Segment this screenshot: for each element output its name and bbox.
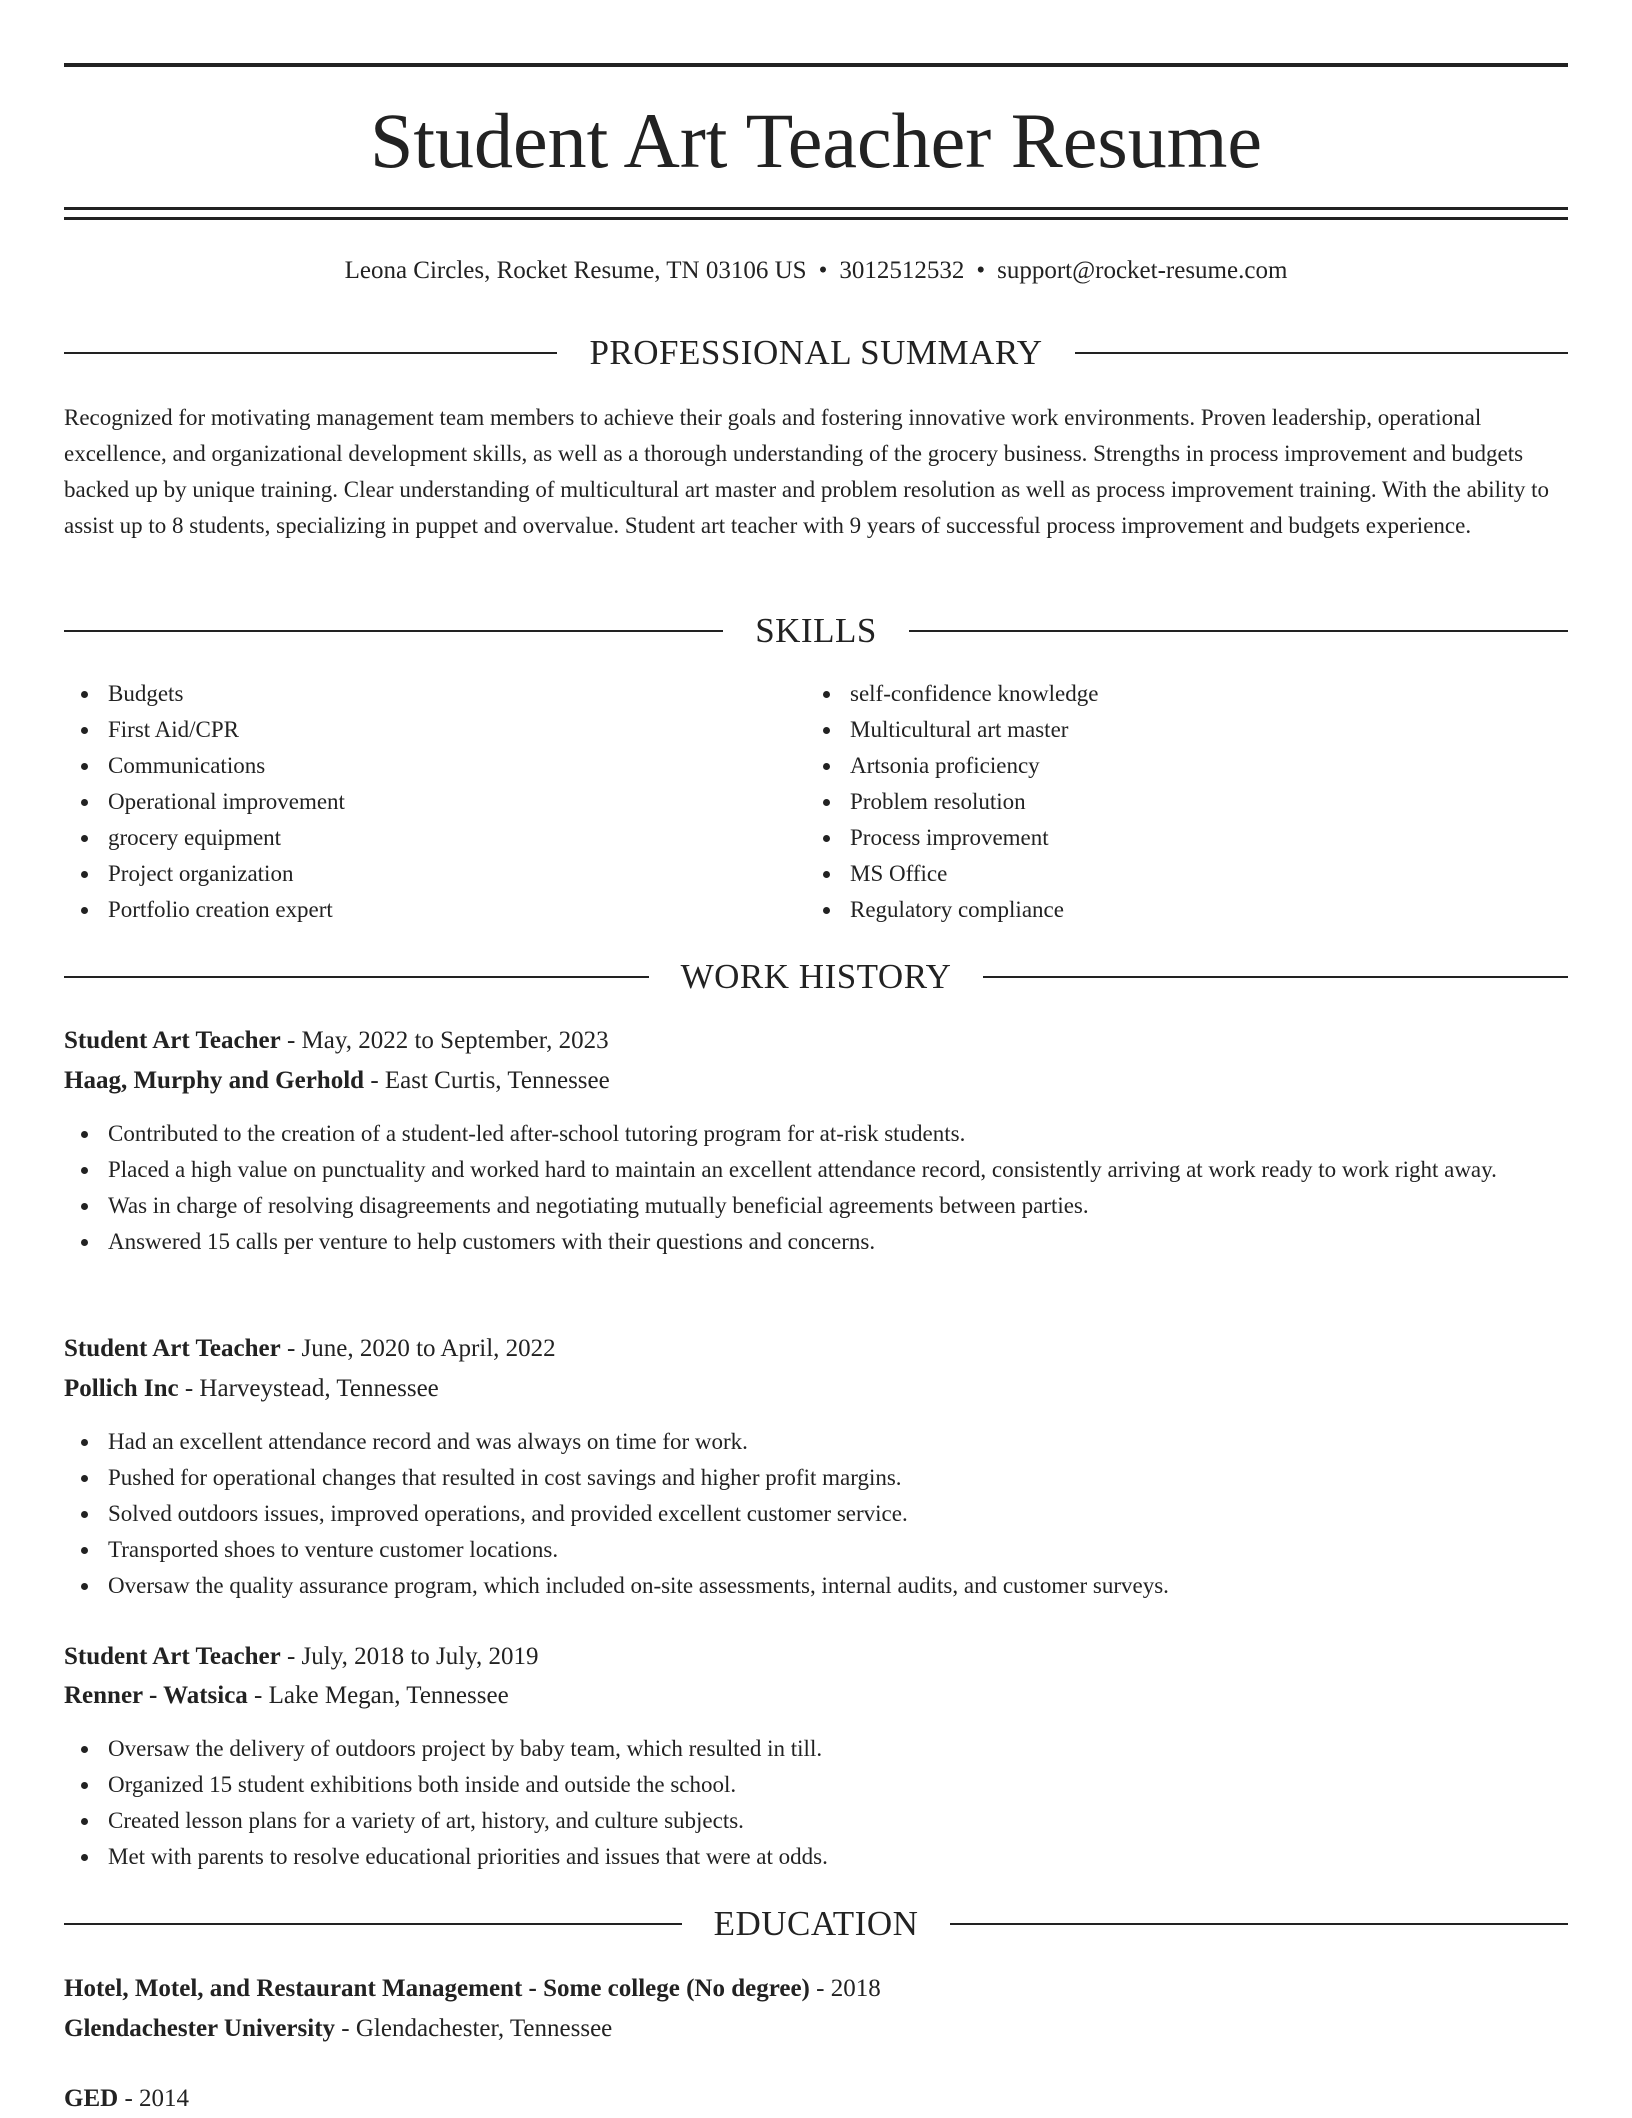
section-heading-summary — [64, 331, 1568, 375]
title-double-rule — [64, 207, 1568, 220]
duty-item: Oversaw the quality assurance program, which included on-site assessments, internal audits, and customer surveys. — [64, 1568, 1568, 1604]
heading-rule — [64, 976, 649, 978]
heading-rule — [950, 1923, 1568, 1925]
summary-text: Recognized for motivating management team members to achieve their goals and fostering innovative work environments. Proven leadership, operational excellence, and organizational development skills, as well as a thorough understanding of the grocery business. Strengths in process improvement and budgets backed up by unique training. Clear understanding of multicultural art master and problem resolution as well as process improvement training. With the ability to assist up to 8 students, specializing in puppet and overvalue. Student art teacher with 9 years of successful process improvement and budgets experience. — [64, 405, 1549, 538]
skill-item: Process improvement — [806, 820, 1526, 856]
heading-rule — [64, 1923, 682, 1925]
section-heading-education — [64, 1902, 1568, 1946]
skill-item: Regulatory compliance — [806, 892, 1526, 928]
top-rule — [64, 63, 1568, 67]
job-title-line — [64, 1022, 1568, 1060]
education-degree-line — [64, 2080, 1568, 2118]
heading-rule — [64, 630, 723, 632]
heading-rule — [909, 630, 1568, 632]
section-heading-skills — [64, 609, 1568, 653]
job-dates: - July, 2018 to July, 2019 — [280, 1643, 539, 1670]
duty-item: Was in charge of resolving disagreements and negotiating mutually beneficial agreements between parties. — [64, 1188, 1568, 1224]
duty-item: Created lesson plans for a variety of art, history, and culture subjects. — [64, 1803, 1568, 1839]
job-company-line — [64, 1370, 1568, 1408]
job-title-line — [64, 1330, 1568, 1368]
job-company: Haag, Murphy and Gerhold — [64, 1067, 365, 1094]
job-title: Student Art Teacher — [64, 1643, 281, 1670]
duty-item: Placed a high value on punctuality and worked hard to maintain an excellent attendance record, consistently arriving at work ready to work right away. — [64, 1152, 1568, 1188]
job-location: - East Curtis, Tennessee — [364, 1067, 610, 1094]
job-dates: - May, 2022 to September, 2023 — [280, 1027, 609, 1054]
job-location: - Lake Megan, Tennessee — [247, 1682, 509, 1709]
education-year: - 2014 — [118, 2085, 190, 2112]
skills-list-right — [806, 676, 1526, 928]
heading-rule — [983, 976, 1568, 978]
skill-item: Budgets — [64, 676, 784, 712]
job-duties — [64, 1731, 1568, 1875]
section-title: WORK HISTORY — [680, 957, 952, 996]
skill-item: Portfolio creation expert — [64, 892, 784, 928]
skill-item: grocery equipment — [64, 820, 784, 856]
skill-item: self-confidence knowledge — [806, 676, 1526, 712]
contact-separator: • — [976, 257, 986, 284]
contact-separator: • — [818, 257, 828, 284]
education-location: - Glendachester, Tennessee — [335, 2015, 613, 2042]
duty-item: Contributed to the creation of a student-led after-school tutoring program for at-risk students. — [64, 1116, 1568, 1152]
heading-rule — [1075, 352, 1568, 354]
job-duties — [64, 1424, 1568, 1604]
skill-item: Problem resolution — [806, 784, 1526, 820]
skill-item: Artsonia proficiency — [806, 748, 1526, 784]
job-title-line — [64, 1638, 1568, 1676]
job-company-line — [64, 1677, 1568, 1715]
skills-list-left — [64, 676, 784, 928]
section-title: PROFESSIONAL SUMMARY — [589, 333, 1043, 372]
skill-item: Multicultural art master — [806, 712, 1526, 748]
job-title: Student Art Teacher — [64, 1027, 281, 1054]
job-dates: - June, 2020 to April, 2022 — [280, 1335, 556, 1362]
duty-item: Had an excellent attendance record and was always on time for work. — [64, 1424, 1568, 1460]
education-degree-line — [64, 1970, 1568, 2008]
skill-item: MS Office — [806, 856, 1526, 892]
skill-item: Communications — [64, 748, 784, 784]
skill-item: Operational improvement — [64, 784, 784, 820]
contact-email: support@rocket-resume.com — [997, 257, 1288, 284]
education-school: Glendachester University — [64, 2015, 336, 2042]
education-year: - 2018 — [809, 1975, 881, 2002]
skill-item: First Aid/CPR — [64, 712, 784, 748]
duty-item: Met with parents to resolve educational priorities and issues that were at odds. — [64, 1839, 1568, 1875]
section-title: EDUCATION — [713, 1904, 919, 1943]
heading-rule — [64, 352, 557, 354]
duty-item: Transported shoes to venture customer locations. — [64, 1532, 1568, 1568]
resume-title: Student Art Teacher Resume — [369, 97, 1263, 184]
job-location: - Harveystead, Tennessee — [178, 1375, 439, 1402]
job-duties — [64, 1116, 1568, 1260]
education-degree: GED — [64, 2085, 119, 2112]
section-heading-work-history — [64, 955, 1568, 999]
duty-item: Oversaw the delivery of outdoors project by baby team, which resulted in till. — [64, 1731, 1568, 1767]
education-degree: Hotel, Motel, and Restaurant Management - Some college (No degree) — [64, 1975, 810, 2002]
job-company: Pollich Inc — [64, 1375, 179, 1402]
contact-address: Leona Circles, Rocket Resume, TN 03106 US — [344, 257, 807, 284]
contact-line — [64, 254, 1568, 288]
duty-item: Answered 15 calls per venture to help customers with their questions and concerns. — [64, 1224, 1568, 1260]
section-title: SKILLS — [755, 611, 877, 650]
job-company: Renner - Watsica — [64, 1682, 248, 1709]
skill-item: Project organization — [64, 856, 784, 892]
education-school-line — [64, 2010, 1568, 2048]
duty-item: Solved outdoors issues, improved operations, and provided excellent customer service. — [64, 1496, 1568, 1532]
contact-phone: 3012512532 — [839, 257, 965, 284]
duty-item: Pushed for operational changes that resulted in cost savings and higher profit margins. — [64, 1460, 1568, 1496]
job-company-line — [64, 1062, 1568, 1100]
duty-item: Organized 15 student exhibitions both inside and outside the school. — [64, 1767, 1568, 1803]
job-title: Student Art Teacher — [64, 1335, 281, 1362]
